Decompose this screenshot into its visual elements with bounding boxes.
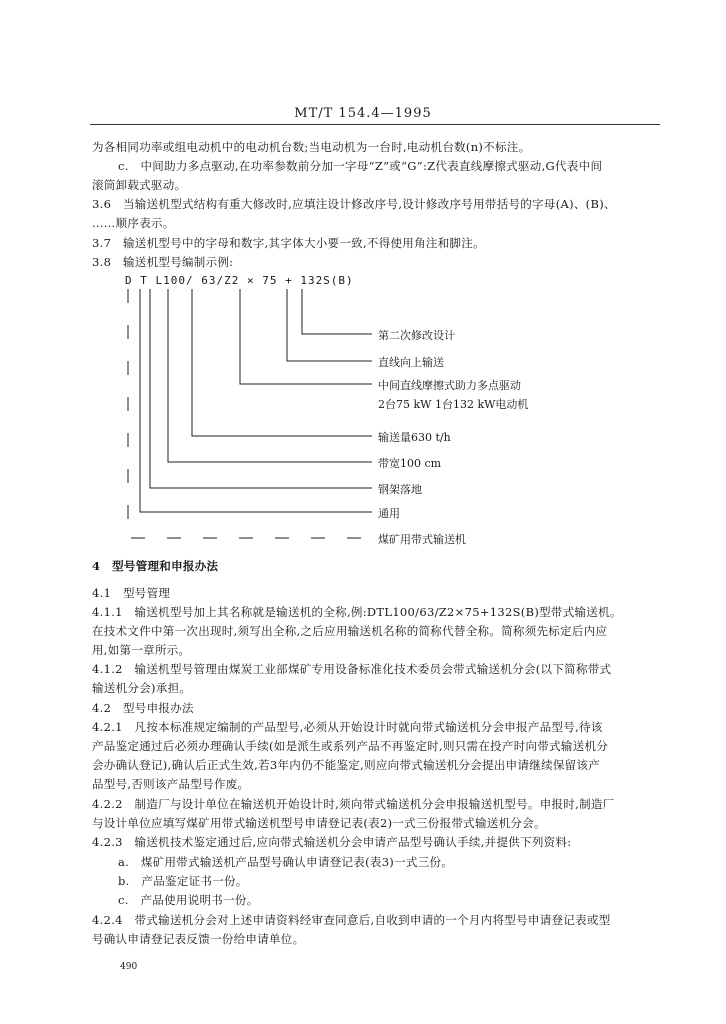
diagram-label: 中间直线摩擦式助力多点驱动 (378, 379, 521, 392)
diagram-label: 通用 (378, 507, 400, 520)
diagram-label: 2台75 kW 1台132 kW电动机 (378, 398, 529, 411)
diagram-label: 钢架落地 (378, 483, 422, 496)
list-item: a. 煤矿用带式输送机产品型号确认申请登记表(表3)一式三份。 (118, 855, 454, 869)
text-line: 品型号,否则该产品型号作废。 (92, 777, 250, 791)
section-title: 4 型号管理和申报办法 (92, 559, 219, 573)
diagram-label: 输送量630 t/h (378, 431, 451, 444)
diagram-label: 带宽100 cm (378, 457, 442, 470)
text-line: 4.2.2 制造厂与设计单位在输送机开始设计时,须向带式输送机分会申报输送机型号。申报时,制造厂 (92, 797, 615, 811)
text-line: 滚筒卸载式驱动。 (92, 178, 187, 192)
text-line: 在技术文件中第一次出现时,须写出全称,之后应用输送机名称的简称代替全称。简称须先标定后内应 (92, 624, 608, 638)
page-header: MT/T 154.4—1995 (294, 106, 432, 121)
text-line: 用,如第一章所示。 (92, 643, 191, 657)
text-line: 4.2.1 凡按本标准规定编制的产品型号,必须从开始设计时就向带式输送机分会申报产品型号,待该 (92, 720, 603, 734)
diagram-label: 第二次修改设计 (378, 329, 455, 342)
text-line: 4.2.3 输送机技术鉴定通过后,应向带式输送机分会申请产品型号确认手续,并提供下列资料: (92, 835, 572, 849)
text-line: 3.7 输送机型号中的字母和数字,其字体大小要一致,不得使用角注和脚注。 (92, 236, 485, 250)
text-line: 4.2.4 带式输送机分会对上述申请资料经审查同意后,自收到申请的一个月内将型号申请登记表或型 (92, 913, 611, 927)
diagram-label: 直线向上输送 (378, 356, 444, 369)
text-line: ……顺序表示。 (92, 216, 175, 230)
page-number: 490 (120, 962, 138, 972)
text-line: 3.8 输送机型号编制示例: (92, 255, 234, 269)
text-line: 会办确认登记),确认后正式生效,若3年内仍不能鉴定,则应向带式输送机分会提出申请继续保留该产 (92, 758, 601, 772)
list-item: c. 产品使用说明书一份。 (118, 893, 259, 907)
text-line: 4.1.2 输送机型号管理由煤炭工业部煤矿专用设备标准化技术委员会带式输送机分会(以下简称带式 (92, 662, 612, 676)
text-line: 4.1 型号管理 (92, 586, 171, 600)
text-line: 与设计单位应填写煤矿用带式输送机型号申请登记表(表2)一式三份报带式输送机分会。 (92, 816, 546, 830)
text-line: 4.1.1 输送机型号加上其名称就是输送机的全称,例:DTL100/63/Z2×75+132S(B)型带式输送机。 (92, 605, 622, 619)
text-line: c. 中间助力多点驱动,在功率参数前分加一字母“Z”或“G”:Z代表直线摩擦式驱动,G代表中间 (118, 159, 603, 173)
model-code-example: D T L100/ 63/Z2 × 75 + 132S(B) (125, 274, 354, 287)
list-item: b. 产品鉴定证书一份。 (118, 874, 248, 888)
text-line: 4.2 型号申报办法 (92, 701, 194, 715)
text-line: 输送机分会)承担。 (92, 681, 192, 695)
text-line: 号确认申请登记表反馈一份给申请单位。 (92, 932, 305, 946)
text-line: 3.6 当输送机型式结构有重大修改时,应填注设计修改序号,设计修改序号用带括号的字母(A)、(B)、 (92, 197, 616, 211)
text-line: 为各相同功率或组电动机中的电动机台数;当电动机为一台时,电动机台数(n)不标注。 (92, 140, 531, 154)
diagram-label: 煤矿用带式输送机 (378, 533, 466, 546)
text-line: 产品鉴定通过后必须办理确认手续(如是派生或系列产品不再鉴定时,则只需在投产时向带式输送机分 (92, 739, 609, 753)
